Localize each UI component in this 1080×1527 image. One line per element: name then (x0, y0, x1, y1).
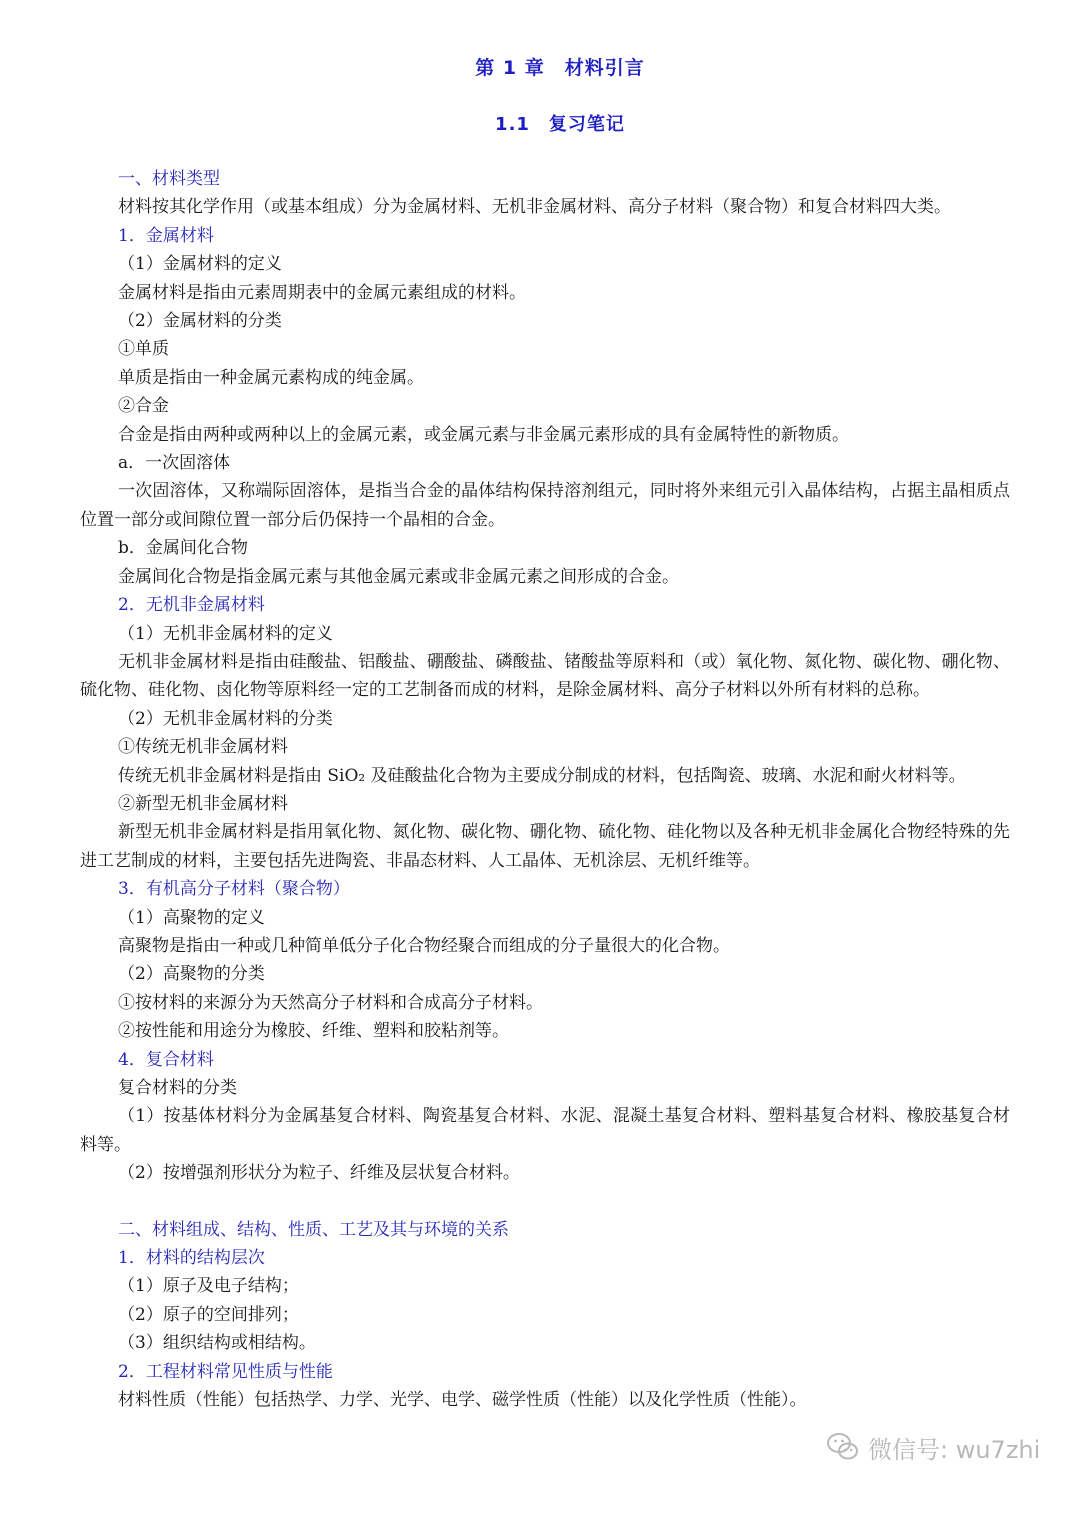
text-line: （1）无机非金属材料的定义 (118, 623, 333, 644)
section-heading: 2．工程材料常见性质与性能 (118, 1361, 333, 1382)
text-line: ②合金 (118, 396, 169, 417)
watermark-text: 微信号: wu7zhi (868, 1435, 1041, 1464)
section-heading: 1．金属材料 (118, 225, 214, 246)
text-line: 材料性质（性能）包括热学、力学、光学、电学、磁学性质（性能）以及化学性质（性能）。 (118, 1390, 807, 1411)
section-heading: 二、材料组成、结构、性质、工艺及其与环境的关系 (118, 1219, 509, 1240)
text-line: 金属材料是指由元素周期表中的金属元素组成的材料。 (118, 282, 526, 303)
text-line: （2）原子的空间排列； (118, 1304, 299, 1325)
wechat-icon (826, 1430, 860, 1464)
text-line: （1）按基体材料分为金属基复合材料、陶瓷基复合材料、水泥、混凝土基复合材料、塑料基复合材料、橡胶基复合材料等。 (80, 1106, 1010, 1155)
text-line: 新型无机非金属材料是指用氧化物、氮化物、碳化物、硼化物、硫化物、硅化物以及各种无机非金属化合物经特殊的先进工艺制成的材料，主要包括先进陶瓷、非晶态材料、人工晶体、无机涂层、无机纤维等。 (80, 822, 1010, 871)
text-line: 单质是指由一种金属元素构成的纯金属。 (118, 367, 424, 388)
text-line: ①传统无机非金属材料 (118, 737, 288, 758)
text-line: （1）金属材料的定义 (118, 254, 282, 275)
text-line: 传统无机非金属材料是指由 SiO₂ 及硅酸盐化合物为主要成分制成的材料，包括陶瓷、玻璃、水泥和耐火材料等。 (118, 765, 966, 786)
section-heading: 一、材料类型 (118, 169, 220, 189)
watermark (826, 1430, 1040, 1464)
section-heading: 3．有机高分子材料（聚合物） (118, 879, 350, 900)
text-line: 一次固溶体，又称端际固溶体，是指当合金的晶体结构保持溶剂组元，同时将外来组元引入晶体结构，占据主晶相质点位置一部分或间隙位置一部分后仍保持一个晶相的合金。 (80, 481, 1010, 530)
text-line: ①单质 (118, 339, 169, 360)
text-line: 合金是指由两种或两种以上的金属元素，或金属元素与非金属元素形成的具有金属特性的新物质。 (118, 424, 849, 445)
text-line: （2）高聚物的分类 (118, 964, 265, 985)
text-line: （1）高聚物的定义 (118, 907, 265, 928)
chapter-title: 第 1 章 材料引言 (475, 57, 645, 79)
section-title: 1.1 复习笔记 (495, 114, 625, 135)
text-line: （1）原子及电子结构； (118, 1276, 299, 1297)
section-heading: 2．无机非金属材料 (118, 595, 265, 616)
text-line: ②按性能和用途分为橡胶、纤维、塑料和胶粘剂等。 (118, 1021, 509, 1042)
text-line: （2）无机非金属材料的分类 (118, 708, 333, 729)
text-line: （2）按增强剂形状分为粒子、纤维及层状复合材料。 (118, 1163, 520, 1184)
section-heading: 4．复合材料 (118, 1049, 214, 1070)
text-line: 高聚物是指由一种或几种简单低分子化合物经聚合而组成的分子量很大的化合物。 (118, 935, 730, 956)
text-line: （3）组织结构或相结构。 (118, 1333, 316, 1354)
text-line: 材料按其化学作用（或基本组成）分为金属材料、无机非金属材料、高分子材料（聚合物）和复合材料四大类。 (118, 197, 951, 218)
text-line: （2）金属材料的分类 (118, 311, 282, 332)
text-line: 复合材料的分类 (118, 1078, 237, 1098)
text-line: a．一次固溶体 (118, 453, 231, 474)
section-gap (80, 1188, 1010, 1216)
text-line: ①按材料的来源分为天然高分子材料和合成高分子材料。 (118, 992, 543, 1013)
section-heading: 1．材料的结构层次 (118, 1248, 265, 1269)
text-line: ②新型无机非金属材料 (118, 793, 288, 814)
text-line: b．金属间化合物 (118, 538, 248, 559)
document-body (80, 165, 1010, 1414)
text-line: 无机非金属材料是指由硅酸盐、铝酸盐、硼酸盐、磷酸盐、锗酸盐等原料和（或）氧化物、氮化物、碳化物、硼化物、硫化物、硅化物、卤化物等原料经一定的工艺制备而成的材料，是除金属材料、高分子材料以外所有材料的总称。 (80, 651, 1010, 701)
text-line: 金属间化合物是指金属元素与其他金属元素或非金属元素之间形成的合金。 (118, 566, 679, 587)
